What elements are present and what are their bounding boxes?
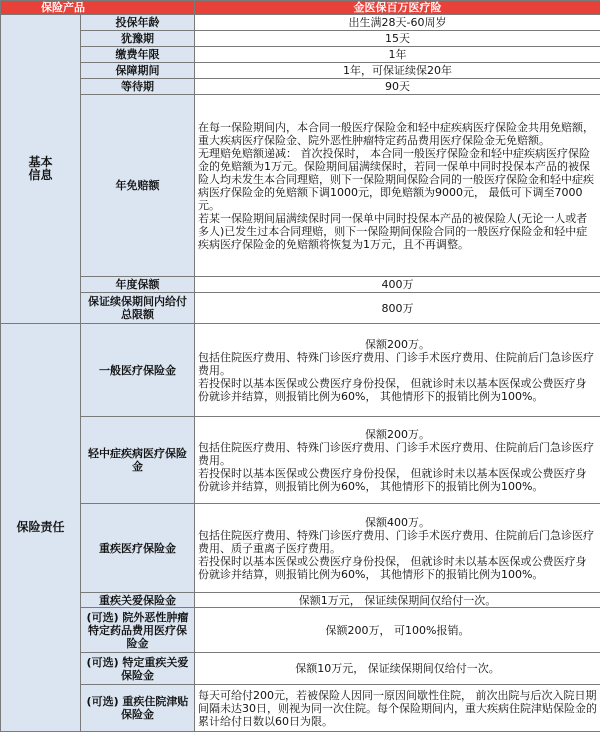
row-value-drug: 保额200万， 可100%报销。 (195, 608, 600, 653)
row-value-critical (195, 504, 600, 593)
table-row (1, 417, 600, 504)
row-label-grace: 犹豫期 (81, 31, 195, 47)
row-value-total-limit: 800万 (195, 293, 600, 324)
table-row (1, 79, 600, 95)
row-label-optional-care: (可选) 特定重疾关爱保险金 (81, 653, 195, 685)
row-value-deductible (195, 95, 600, 277)
row-value-general (195, 324, 600, 417)
table-row (1, 685, 600, 732)
row-label-drug: (可选) 院外恶性肿瘤特定药品费用医疗保险金 (81, 608, 195, 653)
section-basic-label: 基本 信息 (28, 155, 53, 182)
mild-ratio: 若投保时以基本医保或公费医疗身份投保， 但就诊时未以基本医保或公费医疗身份就诊并结算，则报销比例为60%， 其他情形下的报销比例为100%。 (198, 466, 587, 493)
table-row (1, 277, 600, 293)
table-header (1, 1, 600, 15)
row-label-care: 重疾关爱保险金 (81, 593, 195, 608)
mild-scope: 包括住院医疗费用、特殊门诊医疗费用、门诊手术医疗费用、住院前后门急诊医疗费用。 (198, 440, 594, 467)
critical-ratio: 若投保时以基本医保或公费医疗身份投保， 但就诊时未以基本医保或公费医疗身份就诊并结算，则报销比例为60%， 其他情形下的报销比例为100%。 (198, 554, 587, 581)
row-value-age: 出生满28天-60周岁 (195, 15, 600, 31)
row-value-mild (195, 417, 600, 504)
row-value-period: 1年，可保证续保20年 (195, 63, 600, 79)
row-label-general: 一般医疗保险金 (81, 324, 195, 417)
row-label-total-limit: 保证续保期间内给付总限额 (81, 293, 195, 324)
table-row (1, 608, 600, 653)
header-product-name: 金医保百万医疗险 (195, 1, 600, 15)
table-row (1, 504, 600, 593)
table-row (1, 653, 600, 685)
critical-amount: 保额400万。 (365, 515, 430, 529)
row-label-annual-limit: 年度保额 (81, 277, 195, 293)
row-value-annual-limit: 400万 (195, 277, 600, 293)
row-label-deductible: 年免赔额 (81, 95, 195, 277)
row-value-allowance: 每天可给付200元，若被保险人因同一原因间歇性住院， 前次出院与后次入院日期间隔未达30日，则视为同一次住院。每个保险期间内，重大疾病住院津贴保险金的累计给付日数以60日为限。 (195, 685, 600, 732)
table-row (1, 63, 600, 79)
row-value-waiting: 90天 (195, 79, 600, 95)
general-amount: 保额200万。 (365, 337, 430, 351)
general-ratio: 若投保时以基本医保或公费医疗身份投保， 但就诊时未以基本医保或公费医疗身份就诊并结算，则报销比例为60%， 其他情形下的报销比例为100%。 (198, 376, 587, 403)
table-row (1, 15, 600, 31)
row-label-payment: 缴费年限 (81, 47, 195, 63)
critical-scope: 包括住院医疗费用、特殊门诊医疗费用、门诊手术医疗费用、住院前后门急诊医疗费用、质子重离子医疗费用。 (198, 528, 594, 555)
row-label-age: 投保年龄 (81, 15, 195, 31)
table-row (1, 95, 600, 277)
row-label-period: 保障期间 (81, 63, 195, 79)
deductible-paragraph-3: 若某一保险期间届满续保时同一保单中同时投保本产品的被保险人(无论一人或者多人)已发生过本合同理赔，则下一保险期间保险合同的一般医疗保险金和轻中症疾病医疗保险金的免赔额将恢复为1万元，且不再调整。 (198, 211, 588, 251)
general-scope: 包括住院医疗费用、特殊门诊医疗费用、门诊手术医疗费用、住院前后门急诊医疗费用。 (198, 350, 594, 377)
header-product-label: 保险产品 (1, 1, 195, 15)
table-row (1, 593, 600, 608)
table-row (1, 324, 600, 417)
row-label-waiting: 等待期 (81, 79, 195, 95)
mild-amount: 保额200万。 (365, 427, 430, 441)
deductible-paragraph-2: 无理赔免赔额递减： 首次投保时， 本合同一般医疗保险金和轻中症疾病医疗保险金的免赔额为1万元。保险期间届满续保时，若同一保单中同时投保本产品的被保险人均未发生本合同理赔，则下一保险期间保险合同的一般医疗保险金和轻中症疾病医疗保险金的免赔额下调1000元，即免赔额为9000元， 最低可下调至7000元。 (198, 146, 594, 212)
deductible-paragraph-1: 在每一保险期间内，本合同一般医疗保险金和轻中症疾病医疗保险金共用免赔额，重大疾病医疗保险金、院外恶性肿瘤特定药品费用医疗保险金无免赔额。 (198, 120, 594, 147)
table-row (1, 31, 600, 47)
row-label-mild: 轻中症疾病医疗保险金 (81, 417, 195, 504)
table-row (1, 293, 600, 324)
row-value-optional-care: 保额10万元， 保证续保期间仅给付一次。 (195, 653, 600, 685)
row-label-critical: 重疾医疗保险金 (81, 504, 195, 593)
section-coverage-label: 保险责任 (16, 520, 65, 534)
row-label-allowance: (可选) 重疾住院津贴保险金 (81, 685, 195, 732)
row-value-grace: 15天 (195, 31, 600, 47)
row-value-care: 保额1万元， 保证续保期间仅给付一次。 (195, 593, 600, 608)
row-value-payment: 1年 (195, 47, 600, 63)
section-coverage (1, 324, 81, 732)
table-row (1, 47, 600, 63)
section-basic-info (1, 15, 81, 324)
